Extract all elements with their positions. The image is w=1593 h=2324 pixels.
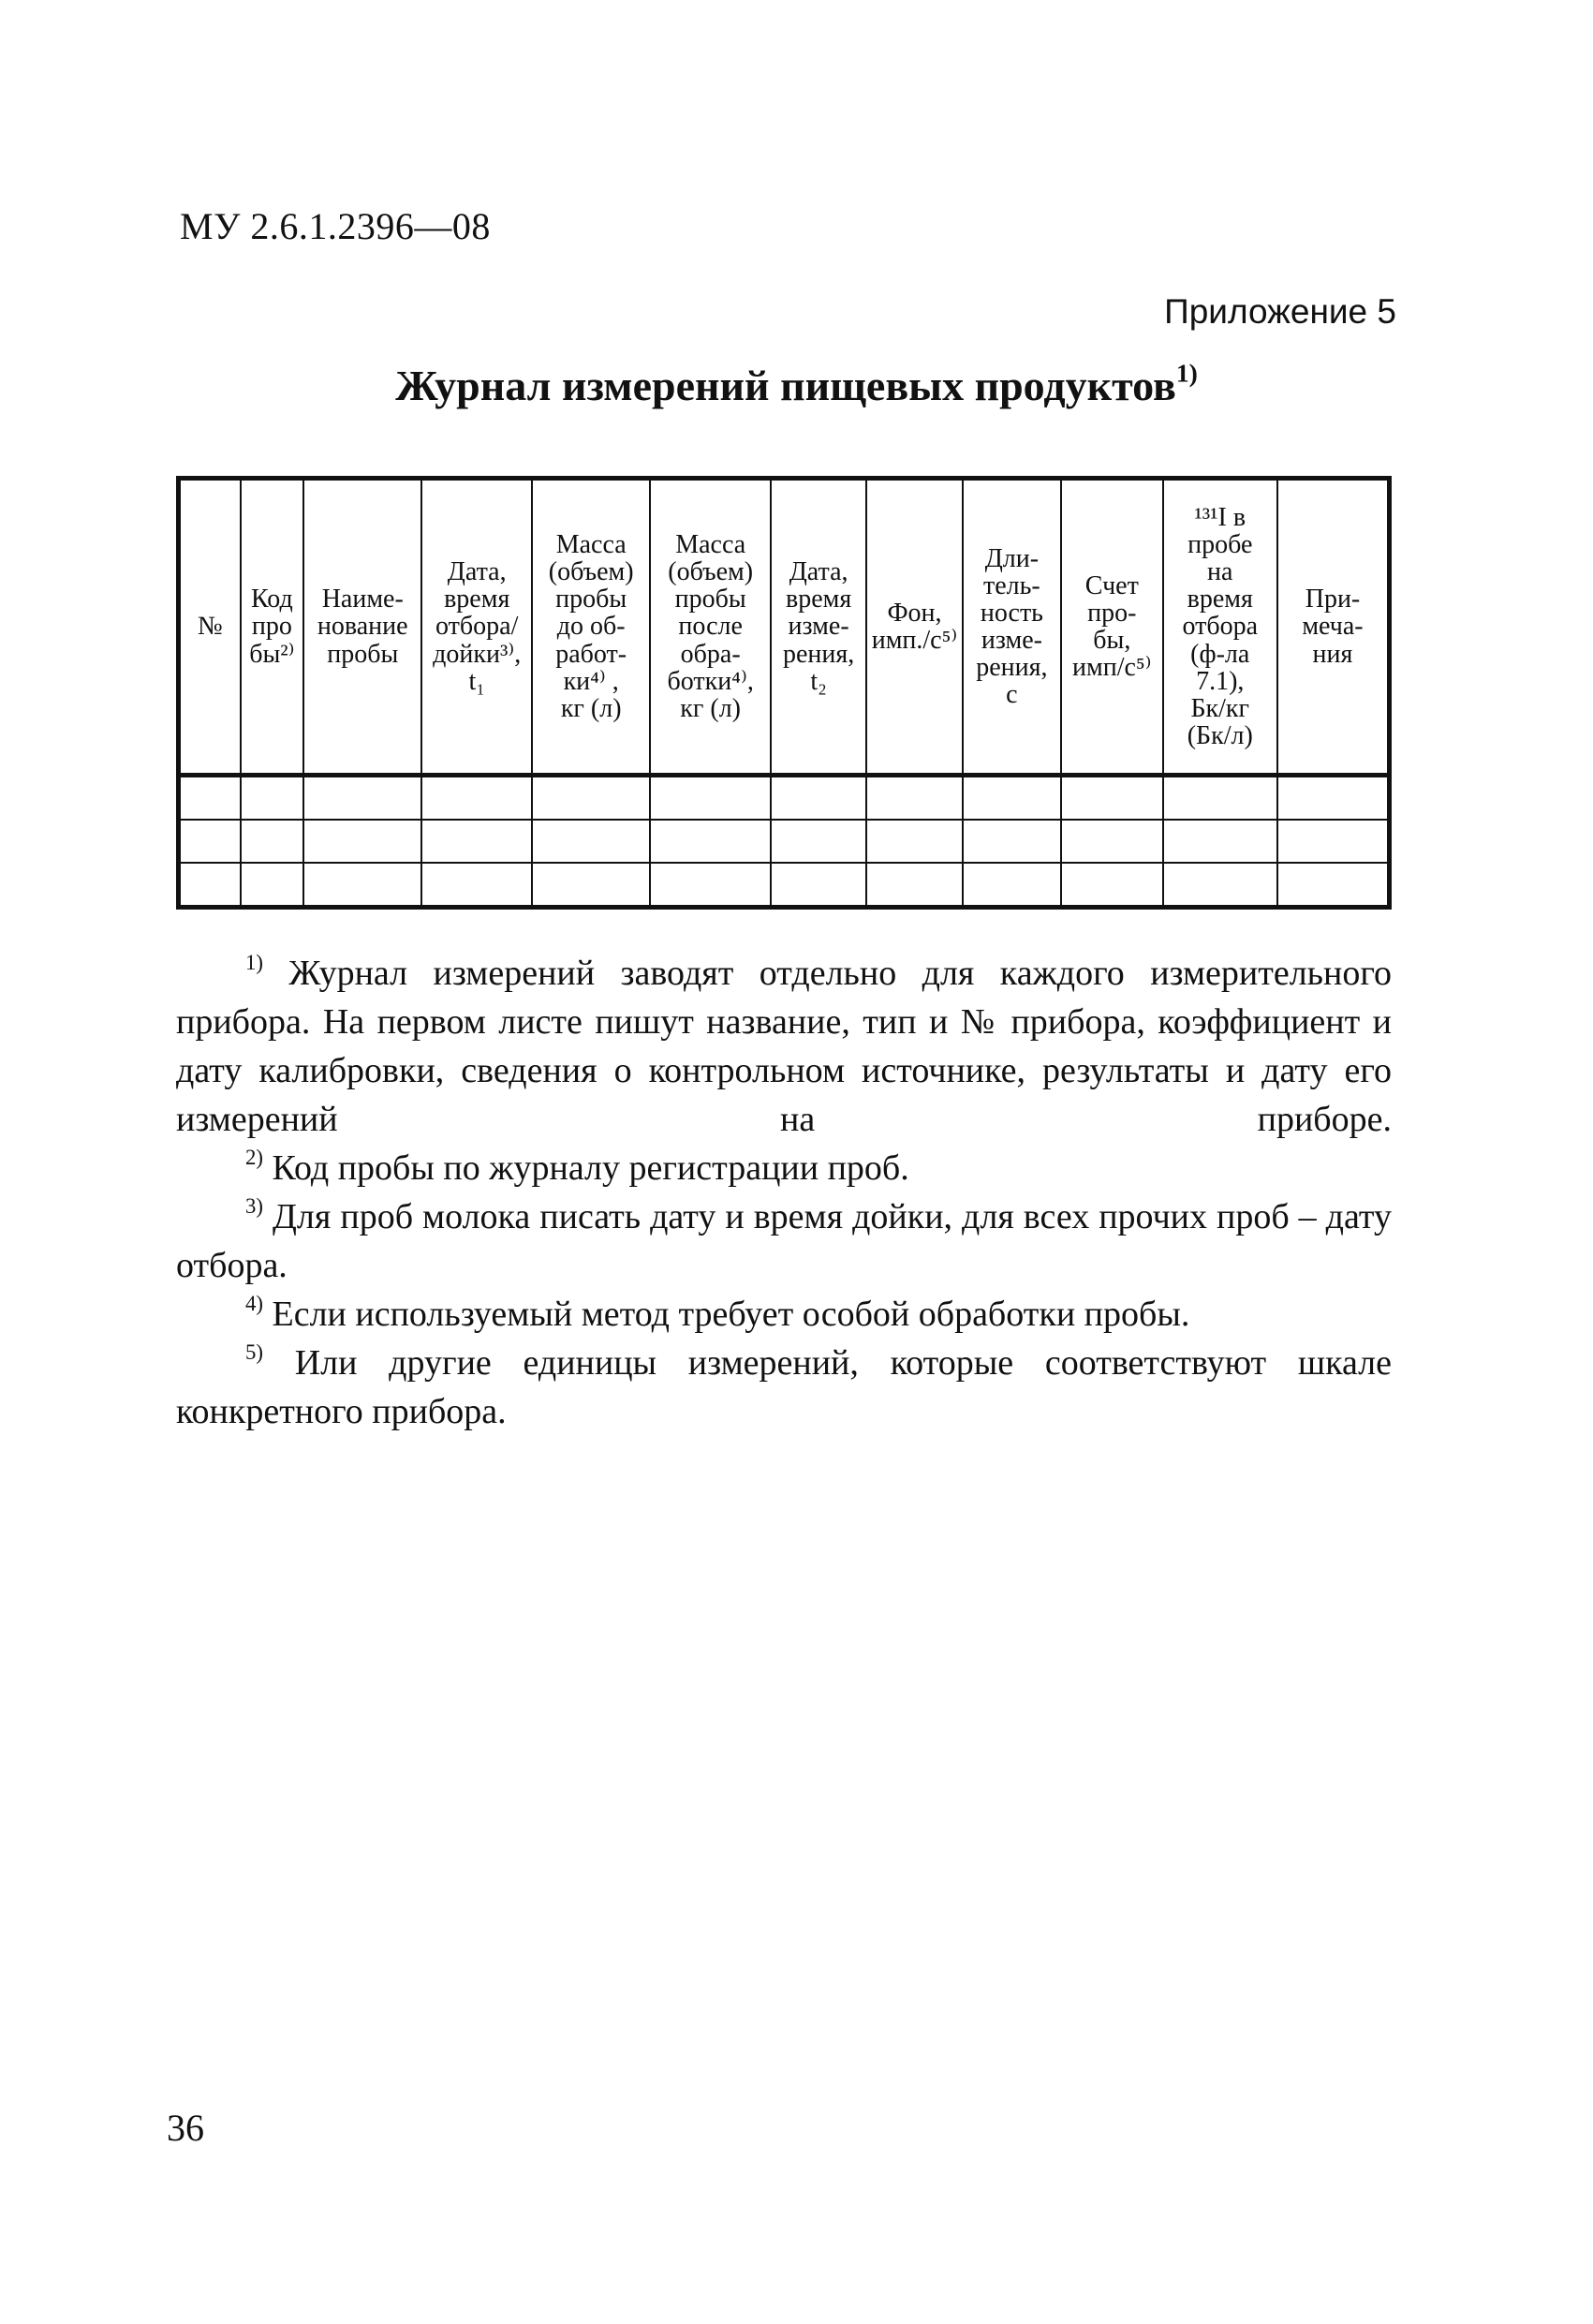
table-cell (421, 776, 531, 821)
column-header-text: Дли- тель- ность изме- рения, с (976, 543, 1048, 710)
column-header-text: № (198, 612, 223, 642)
column-header (650, 479, 770, 776)
column-header-text: Фон, имп./с⁵⁾ (871, 598, 958, 655)
table-cell (963, 820, 1061, 863)
column-header-text: Счет про- бы, имп/с⁵⁾ (1072, 570, 1152, 683)
footnote-text: Если используемый метод требует особой обработки пробы. (263, 1295, 1190, 1334)
footnotes (176, 949, 1392, 1436)
column-header-text: При- меча- ния (1302, 585, 1364, 669)
table-cell (866, 820, 962, 863)
column-header (241, 479, 303, 776)
table-cell (1277, 776, 1390, 821)
column-header-text: ¹³¹I в пробе на время отбора (ф-ла 7.1), Бк/кг (Бк/л) (1182, 503, 1258, 750)
column-header (1061, 479, 1162, 776)
footnote-text: Код пробы по журналу регистрации проб. (263, 1148, 909, 1188)
title-footnote-mark: 1) (1175, 358, 1198, 388)
table-cell (1163, 776, 1277, 821)
table-row (179, 863, 1390, 908)
footnote-text: Для проб молока писать дату и время дойки, для всех прочих проб – дату отбора. (176, 1197, 1392, 1285)
column-header (179, 479, 241, 776)
table-cell (1277, 863, 1390, 908)
column-header (532, 479, 650, 776)
footnote-mark: 3) (245, 1194, 263, 1219)
table-cell (650, 863, 770, 908)
footnote (176, 1192, 1392, 1290)
table-cell (532, 820, 650, 863)
table-cell (650, 820, 770, 863)
table-cell (771, 820, 866, 863)
column-header-text: Дата, время изме- рения, t₂ (782, 557, 855, 696)
footnote-mark: 1) (245, 951, 263, 975)
table-cell (179, 776, 241, 821)
table-cell (303, 863, 421, 908)
table-cell (1277, 820, 1390, 863)
column-header-text: Масса (объем) пробы после обра- ботки⁴⁾, кг (л) (667, 530, 754, 723)
table-cell (1163, 863, 1277, 908)
table-cell (532, 863, 650, 908)
table-cell (179, 863, 241, 908)
footnote (176, 1339, 1392, 1436)
column-header (866, 479, 962, 776)
column-header (421, 479, 531, 776)
table-row (179, 820, 1390, 863)
table-cell (241, 776, 303, 821)
column-header-text: Дата, время отбора/ дойки³⁾, t₁ (433, 557, 522, 696)
table-cell (963, 776, 1061, 821)
column-header-text: Код про бы²⁾ (249, 585, 295, 669)
table-header-row (179, 479, 1390, 776)
footnote (176, 1144, 1392, 1192)
table-cell (771, 863, 866, 908)
table-body (179, 776, 1390, 908)
table-cell (650, 776, 770, 821)
table-cell (303, 776, 421, 821)
table-cell (771, 776, 866, 821)
table-cell (1061, 820, 1162, 863)
column-header-text: Масса (объем) пробы до об- работ- ки⁴⁾ , кг (л) (548, 530, 634, 723)
column-header-text: Наиме- нование пробы (317, 585, 408, 669)
table-cell (421, 863, 531, 908)
column-header (303, 479, 421, 776)
footnote-mark: 4) (245, 1292, 263, 1316)
footnote (176, 1290, 1392, 1339)
table-cell (179, 820, 241, 863)
column-header (1163, 479, 1277, 776)
column-header (771, 479, 866, 776)
footnote-mark: 2) (245, 1146, 263, 1170)
table-cell (421, 820, 531, 863)
footnote-text: Или другие единицы измерений, которые соответствуют шкале конкретного прибора. (176, 1343, 1392, 1431)
page-title (0, 358, 1593, 410)
measurement-journal-table (176, 476, 1392, 910)
footnote-mark: 5) (245, 1340, 263, 1365)
table-cell (303, 820, 421, 863)
table-cell (1061, 776, 1162, 821)
table-cell (241, 863, 303, 908)
appendix-label: Приложение 5 (1164, 292, 1396, 331)
table-cell (1163, 820, 1277, 863)
table-row (179, 776, 1390, 821)
page-number: 36 (167, 2107, 204, 2149)
table-cell (963, 863, 1061, 908)
table-cell (866, 863, 962, 908)
footnote (176, 949, 1392, 1144)
table-cell (532, 776, 650, 821)
column-header (1277, 479, 1390, 776)
footnote-text: Журнал измерений заводят отдельно для каждого измерительного прибора. На первом листе пишут название, тип и № прибора, коэффициент и дату калибровки, сведения о контрольном источнике, результаты и дату его измерений на приборе. (176, 954, 1392, 1139)
page-title-text: Журнал измерений пищевых продуктов (395, 362, 1176, 409)
table-cell (866, 776, 962, 821)
document-code: МУ 2.6.1.2396—08 (180, 205, 491, 247)
table-cell (1061, 863, 1162, 908)
column-header (963, 479, 1061, 776)
table-cell (241, 820, 303, 863)
